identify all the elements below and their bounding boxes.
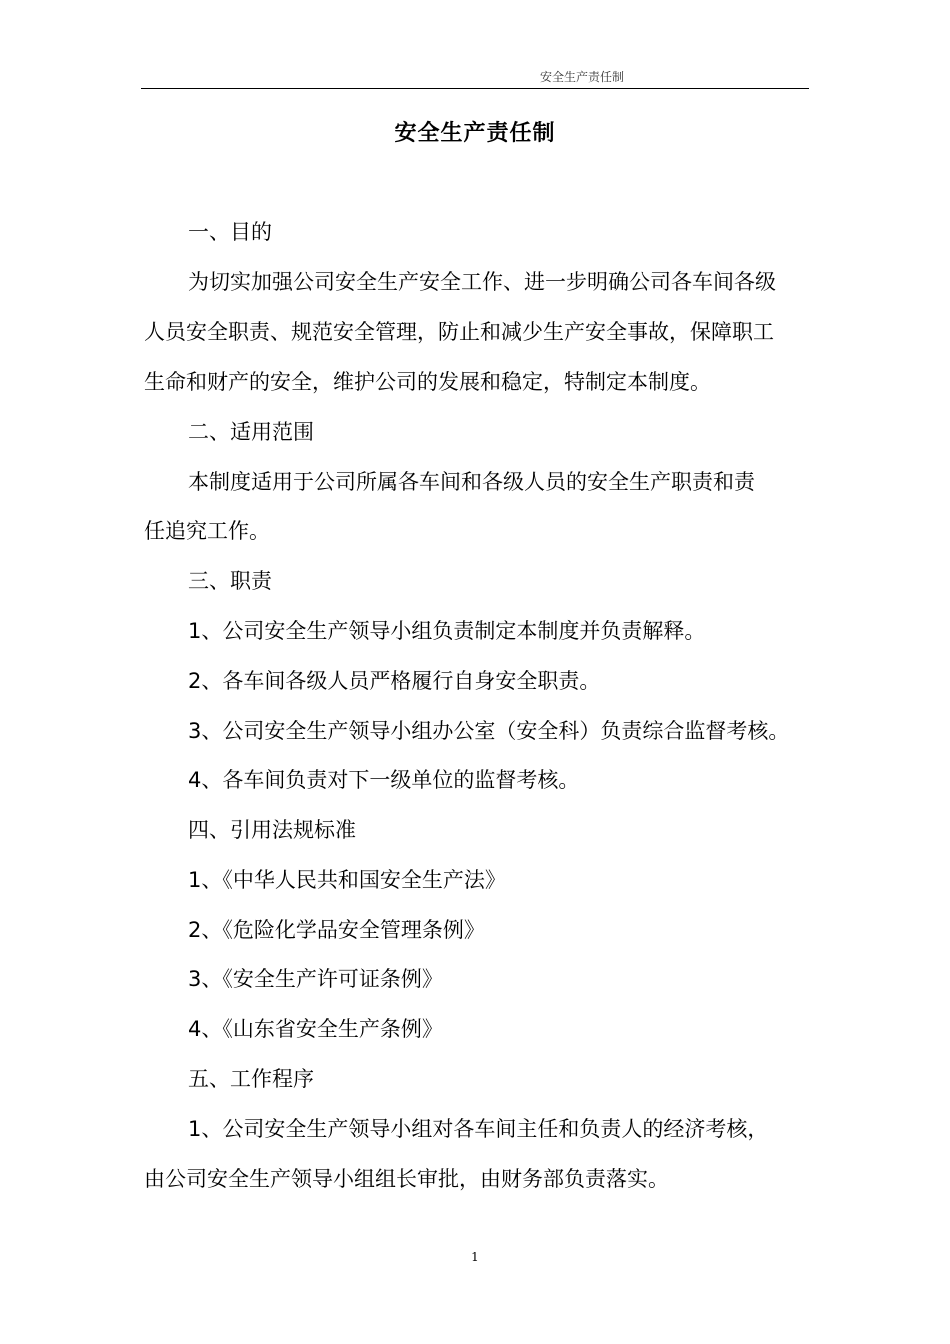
paragraph-line: 人员安全职责、规范安全管理，防止和减少生产安全事故，保障职工 <box>144 320 774 344</box>
list-item: 2、各车间各级人员严格履行自身安全职责。 <box>188 669 601 693</box>
section-heading: 五、工作程序 <box>188 1067 314 1091</box>
list-item: 4、《山东省安全生产条例》 <box>188 1017 443 1041</box>
list-item: 4、各车间负责对下一级单位的监督考核。 <box>188 768 580 792</box>
list-item: 1、公司安全生产领导小组负责制定本制度并负责解释。 <box>188 619 706 643</box>
document-title: 安全生产责任制 <box>394 121 556 146</box>
section-heading: 四、引用法规标准 <box>188 818 356 842</box>
page-header-text: 安全生产责任制 <box>540 70 625 84</box>
page-header-rule <box>141 64 809 89</box>
paragraph-line: 本制度适用于公司所属各车间和各级人员的安全生产职责和责 <box>188 470 755 494</box>
section-heading: 三、职责 <box>188 569 272 593</box>
paragraph-line: 由公司安全生产领导小组组长审批，由财务部负责落实。 <box>144 1167 669 1191</box>
list-item: 3、公司安全生产领导小组办公室（安全科）负责综合监督考核。 <box>188 719 790 743</box>
paragraph-line: 任追究工作。 <box>144 519 270 543</box>
section-heading: 一、目的 <box>188 220 272 244</box>
paragraph-line: 为切实加强公司安全生产安全工作、进一步明确公司各车间各级 <box>188 270 776 294</box>
list-item: 3、《安全生产许可证条例》 <box>188 967 443 991</box>
list-item: 1、公司安全生产领导小组对各车间主任和负责人的经济考核， <box>188 1117 769 1141</box>
section-heading: 二、适用范围 <box>188 420 314 444</box>
page-number: 1 <box>471 1250 479 1264</box>
paragraph-line: 生命和财产的安全，维护公司的发展和稳定，特制定本制度。 <box>144 370 711 394</box>
list-item: 2、《危险化学品安全管理条例》 <box>188 918 485 942</box>
list-item: 1、《中华人民共和国安全生产法》 <box>188 868 506 892</box>
